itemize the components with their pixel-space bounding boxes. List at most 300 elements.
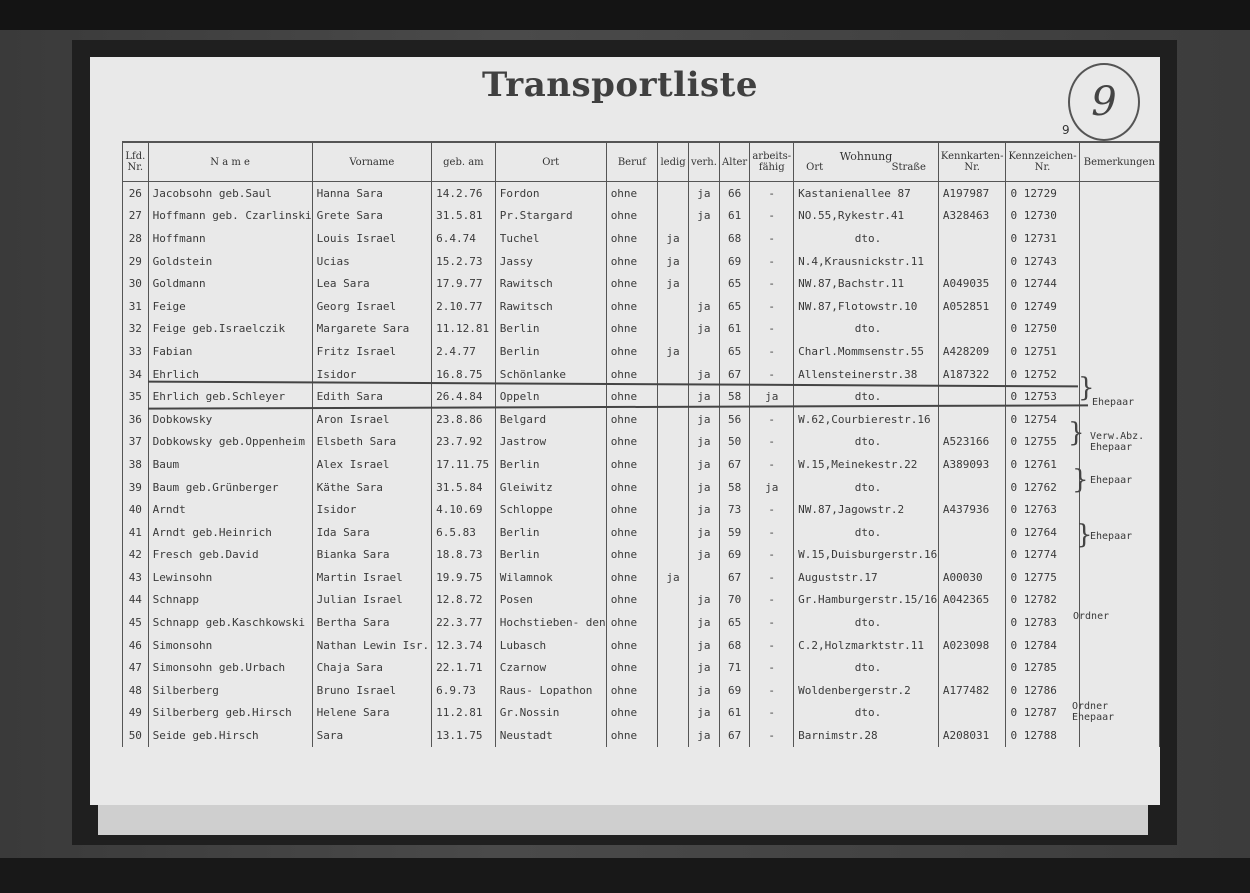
row-nr: 41: [123, 521, 149, 544]
row-wohnung: Gr.Hamburgerstr.15/16: [794, 589, 939, 612]
row-geb: 17.11.75: [432, 453, 496, 476]
row-kennzeichen: 0 12786: [1006, 679, 1079, 702]
row-name: Feige: [148, 295, 312, 318]
row-arbeitsfaehig: -: [750, 363, 794, 386]
row-arbeitsfaehig: -: [750, 182, 794, 205]
transport-list-sheet: [90, 57, 1160, 805]
row-nr: 50: [123, 724, 149, 747]
row-beruf: ohne: [606, 250, 657, 273]
row-wohnung: dto.: [794, 476, 939, 499]
row-name: Dobkowsky: [148, 408, 312, 431]
row-ledig: ja: [658, 272, 689, 295]
row-arbeitsfaehig: -: [750, 566, 794, 589]
remark-ordner-2: Ordner Ehepaar: [1072, 701, 1115, 723]
table-row: [123, 272, 1160, 295]
row-verh: ja: [688, 408, 719, 431]
row-verh: ja: [688, 521, 719, 544]
row-name: Fresch geb.David: [148, 544, 312, 567]
remark-ehepaar-3: Ehepaar: [1090, 531, 1133, 542]
row-geb: 11.12.81: [432, 318, 496, 341]
row-nr: 40: [123, 498, 149, 521]
row-arbeitsfaehig: -: [750, 272, 794, 295]
row-beruf: ohne: [606, 498, 657, 521]
row-ort: Raus- Lopathon: [495, 679, 606, 702]
remark-ordner-1: Ordner: [1073, 611, 1110, 622]
row-vorname: Fritz Israel: [312, 340, 432, 363]
table-header: [123, 142, 1160, 182]
header-verh: verh.: [688, 142, 719, 182]
table-row: [123, 318, 1160, 341]
row-vorname: Georg Israel: [312, 295, 432, 318]
header-wohnung-ort: Ort: [806, 162, 824, 173]
row-wohnung: dto.: [794, 385, 939, 408]
row-ledig: [658, 679, 689, 702]
row-ort: Gleiwitz: [495, 476, 606, 499]
row-vorname: Alex Israel: [312, 453, 432, 476]
row-alter: 67: [719, 453, 749, 476]
row-ledig: ja: [658, 566, 689, 589]
row-kennkarte: [938, 476, 1006, 499]
row-geb: 23.7.92: [432, 431, 496, 454]
row-ledig: [658, 634, 689, 657]
row-vorname: Edith Sara: [312, 385, 432, 408]
header-ledig: ledig: [658, 142, 689, 182]
row-verh: ja: [688, 544, 719, 567]
row-geb: 6.5.83: [432, 521, 496, 544]
row-nr: 28: [123, 227, 149, 250]
row-verh: [688, 340, 719, 363]
row-nr: 35: [123, 385, 149, 408]
header-bemerkungen: Bemerkungen: [1079, 142, 1159, 182]
row-ort: Rawitsch: [495, 295, 606, 318]
row-kennkarte: A042365: [938, 589, 1006, 612]
row-kennkarte: A428209: [938, 340, 1006, 363]
table-row: [123, 589, 1160, 612]
row-nr: 32: [123, 318, 149, 341]
row-geb: 19.9.75: [432, 566, 496, 589]
row-verh: ja: [688, 476, 719, 499]
row-arbeitsfaehig: -: [750, 679, 794, 702]
row-kennkarte: [938, 611, 1006, 634]
row-kennzeichen: 0 12754: [1006, 408, 1079, 431]
row-geb: 12.8.72: [432, 589, 496, 612]
row-ledig: [658, 724, 689, 747]
film-edge-top: [0, 0, 1250, 30]
row-ort: Fordon: [495, 182, 606, 205]
row-beruf: ohne: [606, 205, 657, 228]
row-ledig: [658, 521, 689, 544]
row-name: Ehrlich: [148, 363, 312, 386]
header-geb: geb. am: [432, 142, 496, 182]
table-row: [123, 656, 1160, 679]
row-arbeitsfaehig: -: [750, 634, 794, 657]
header-beruf: Beruf: [606, 142, 657, 182]
row-wohnung: N.4,Krausnickstr.11: [794, 250, 939, 273]
row-vorname: Lea Sara: [312, 272, 432, 295]
row-ort: Tuchel: [495, 227, 606, 250]
table-row: [123, 205, 1160, 228]
row-wohnung: W.15,Meinekestr.22: [794, 453, 939, 476]
row-ort: Berlin: [495, 544, 606, 567]
row-wohnung: NW.87,Jagowstr.2: [794, 498, 939, 521]
row-bemerkungen: [1079, 340, 1159, 363]
row-geb: 26.4.84: [432, 385, 496, 408]
row-ledig: ja: [658, 227, 689, 250]
table-row: [123, 498, 1160, 521]
row-ledig: [658, 611, 689, 634]
row-wohnung: NO.55,Rykestr.41: [794, 205, 939, 228]
row-ledig: [658, 295, 689, 318]
row-arbeitsfaehig: -: [750, 724, 794, 747]
row-ledig: [658, 589, 689, 612]
row-name: Schnapp geb.Kaschkowski: [148, 611, 312, 634]
row-ort: Schloppe: [495, 498, 606, 521]
row-verh: [688, 227, 719, 250]
transport-table: [122, 141, 1160, 747]
row-arbeitsfaehig: -: [750, 453, 794, 476]
row-verh: ja: [688, 431, 719, 454]
row-kennkarte: [938, 408, 1006, 431]
row-vorname: Hanna Sara: [312, 182, 432, 205]
row-name: Silberberg geb.Hirsch: [148, 702, 312, 725]
row-alter: 65: [719, 340, 749, 363]
row-ort: Pr.Stargard: [495, 205, 606, 228]
row-name: Hoffmann: [148, 227, 312, 250]
row-alter: 67: [719, 724, 749, 747]
row-kennzeichen: 0 12730: [1006, 205, 1079, 228]
row-vorname: Martin Israel: [312, 566, 432, 589]
row-verh: ja: [688, 363, 719, 386]
row-alter: 68: [719, 227, 749, 250]
row-alter: 69: [719, 544, 749, 567]
row-ledig: [658, 656, 689, 679]
row-ort: Jastrow: [495, 431, 606, 454]
row-arbeitsfaehig: -: [750, 295, 794, 318]
row-kennzeichen: 0 12731: [1006, 227, 1079, 250]
row-kennzeichen: 0 12761: [1006, 453, 1079, 476]
row-vorname: Grete Sara: [312, 205, 432, 228]
row-ledig: [658, 702, 689, 725]
row-kennkarte: [938, 702, 1006, 725]
row-geb: 4.10.69: [432, 498, 496, 521]
row-kennkarte: A187322: [938, 363, 1006, 386]
header-name: N a m e: [148, 142, 312, 182]
row-arbeitsfaehig: -: [750, 544, 794, 567]
row-ort: Schönlanke: [495, 363, 606, 386]
row-bemerkungen: [1079, 498, 1159, 521]
row-bemerkungen: [1079, 724, 1159, 747]
row-wohnung: C.2,Holzmarktstr.11: [794, 634, 939, 657]
row-wohnung: NW.87,Bachstr.11: [794, 272, 939, 295]
row-vorname: Sara: [312, 724, 432, 747]
row-kennzeichen: 0 12752: [1006, 363, 1079, 386]
header-kennzeichen: Kennzeichen- Nr.: [1006, 142, 1079, 182]
header-vorname: Vorname: [312, 142, 432, 182]
row-beruf: ohne: [606, 476, 657, 499]
header-arbeitsfaehig: arbeits- fähig: [750, 142, 794, 182]
row-name: Ehrlich geb.Schleyer: [148, 385, 312, 408]
row-wohnung: dto.: [794, 431, 939, 454]
row-ledig: [658, 385, 689, 408]
row-kennkarte: [938, 521, 1006, 544]
row-geb: 14.2.76: [432, 182, 496, 205]
row-kennzeichen: 0 12743: [1006, 250, 1079, 273]
row-vorname: Isidor: [312, 498, 432, 521]
row-arbeitsfaehig: -: [750, 227, 794, 250]
row-arbeitsfaehig: -: [750, 250, 794, 273]
row-kennzeichen: 0 12774: [1006, 544, 1079, 567]
row-kennzeichen: 0 12787: [1006, 702, 1079, 725]
row-wohnung: dto.: [794, 656, 939, 679]
row-beruf: ohne: [606, 566, 657, 589]
table-row: [123, 566, 1160, 589]
row-beruf: ohne: [606, 656, 657, 679]
row-name: Arndt: [148, 498, 312, 521]
row-kennkarte: A177482: [938, 679, 1006, 702]
row-ort: Lubasch: [495, 634, 606, 657]
row-bemerkungen: [1079, 295, 1159, 318]
row-verh: ja: [688, 205, 719, 228]
row-alter: 68: [719, 634, 749, 657]
row-vorname: Elsbeth Sara: [312, 431, 432, 454]
row-wohnung: dto.: [794, 521, 939, 544]
table-row: [123, 453, 1160, 476]
table-row: [123, 679, 1160, 702]
row-beruf: ohne: [606, 724, 657, 747]
row-alter: 58: [719, 385, 749, 408]
table-row: [123, 724, 1160, 747]
row-vorname: Helene Sara: [312, 702, 432, 725]
row-vorname: Käthe Sara: [312, 476, 432, 499]
row-kennkarte: A328463: [938, 205, 1006, 228]
header-wohnung-strasse: Straße: [891, 162, 926, 173]
row-name: Goldmann: [148, 272, 312, 295]
row-alter: 65: [719, 611, 749, 634]
row-vorname: Isidor: [312, 363, 432, 386]
row-ort: Oppeln: [495, 385, 606, 408]
row-wohnung: W.62,Courbierestr.16: [794, 408, 939, 431]
row-verh: ja: [688, 656, 719, 679]
row-vorname: Louis Israel: [312, 227, 432, 250]
row-ledig: [658, 498, 689, 521]
row-alter: 67: [719, 363, 749, 386]
row-kennzeichen: 0 12755: [1006, 431, 1079, 454]
table-row: [123, 544, 1160, 567]
row-beruf: ohne: [606, 544, 657, 567]
row-ort: Belgard: [495, 408, 606, 431]
remark-ehepaar-2: Ehepaar: [1090, 475, 1133, 486]
row-alter: 70: [719, 589, 749, 612]
row-name: Goldstein: [148, 250, 312, 273]
brace-40-41: }: [1076, 520, 1093, 550]
table-row: [123, 182, 1160, 205]
row-geb: 22.1.71: [432, 656, 496, 679]
row-kennzeichen: 0 12775: [1006, 566, 1079, 589]
row-bemerkungen: [1079, 453, 1159, 476]
row-name: Baum: [148, 453, 312, 476]
row-kennzeichen: 0 12785: [1006, 656, 1079, 679]
row-arbeitsfaehig: -: [750, 431, 794, 454]
table-row: [123, 702, 1160, 725]
row-beruf: ohne: [606, 295, 657, 318]
row-kennkarte: [938, 656, 1006, 679]
table-row: [123, 340, 1160, 363]
row-bemerkungen: [1079, 408, 1159, 431]
row-arbeitsfaehig: -: [750, 656, 794, 679]
row-verh: ja: [688, 589, 719, 612]
row-ort: Berlin: [495, 340, 606, 363]
row-ort: Berlin: [495, 521, 606, 544]
row-alter: 58: [719, 476, 749, 499]
row-verh: ja: [688, 611, 719, 634]
row-name: Baum geb.Grünberger: [148, 476, 312, 499]
row-wohnung: dto.: [794, 611, 939, 634]
row-verh: ja: [688, 182, 719, 205]
row-kennzeichen: 0 12753: [1006, 385, 1079, 408]
row-wohnung: NW.87,Flotowstr.10: [794, 295, 939, 318]
row-bemerkungen: [1079, 589, 1159, 612]
row-bemerkungen: [1079, 182, 1159, 205]
row-geb: 6.4.74: [432, 227, 496, 250]
row-alter: 69: [719, 250, 749, 273]
row-alter: 66: [719, 182, 749, 205]
header-ort: Ort: [495, 142, 606, 182]
remark-ehepaar-1: Ehepaar: [1092, 397, 1135, 408]
row-kennkarte: [938, 544, 1006, 567]
header-wohnung-title: Wohnung: [839, 150, 893, 163]
row-bemerkungen: [1079, 566, 1159, 589]
row-ledig: [658, 318, 689, 341]
row-ort: Neustadt: [495, 724, 606, 747]
row-beruf: ohne: [606, 521, 657, 544]
circled-page-number: 9: [1068, 63, 1140, 141]
row-vorname: Julian Israel: [312, 589, 432, 612]
row-wohnung: W.15,Duisburgerstr.16: [794, 544, 939, 567]
row-bemerkungen: [1079, 679, 1159, 702]
row-alter: 67: [719, 566, 749, 589]
row-name: Seide geb.Hirsch: [148, 724, 312, 747]
row-nr: 43: [123, 566, 149, 589]
row-bemerkungen: [1079, 318, 1159, 341]
row-kennkarte: [938, 318, 1006, 341]
row-beruf: ohne: [606, 385, 657, 408]
row-nr: 33: [123, 340, 149, 363]
brace-38-39: }: [1072, 465, 1089, 495]
row-vorname: Chaja Sara: [312, 656, 432, 679]
row-kennzeichen: 0 12782: [1006, 589, 1079, 612]
row-wohnung: Charl.Mommsenstr.55: [794, 340, 939, 363]
row-name: Simonsohn: [148, 634, 312, 657]
row-geb: 12.3.74: [432, 634, 496, 657]
row-bemerkungen: [1079, 272, 1159, 295]
row-geb: 2.4.77: [432, 340, 496, 363]
row-ledig: [658, 363, 689, 386]
row-ort: Berlin: [495, 453, 606, 476]
row-arbeitsfaehig: -: [750, 498, 794, 521]
row-alter: 61: [719, 205, 749, 228]
row-wohnung: Auguststr.17: [794, 566, 939, 589]
row-verh: [688, 566, 719, 589]
row-beruf: ohne: [606, 702, 657, 725]
row-arbeitsfaehig: -: [750, 205, 794, 228]
document-title: Transportliste: [481, 65, 758, 105]
row-geb: 31.5.81: [432, 205, 496, 228]
row-beruf: ohne: [606, 634, 657, 657]
row-nr: 42: [123, 544, 149, 567]
row-kennkarte: A023098: [938, 634, 1006, 657]
film-edge-bottom: [0, 858, 1250, 893]
row-kennkarte: A052851: [938, 295, 1006, 318]
row-name: Silberberg: [148, 679, 312, 702]
header-wohnung: [794, 142, 939, 182]
row-vorname: Bruno Israel: [312, 679, 432, 702]
row-geb: 11.2.81: [432, 702, 496, 725]
row-kennzeichen: 0 12729: [1006, 182, 1079, 205]
row-bemerkungen: [1079, 227, 1159, 250]
row-wohnung: dto.: [794, 318, 939, 341]
row-kennzeichen: 0 12750: [1006, 318, 1079, 341]
row-nr: 46: [123, 634, 149, 657]
row-alter: 65: [719, 272, 749, 295]
row-verh: ja: [688, 634, 719, 657]
row-beruf: ohne: [606, 182, 657, 205]
row-bemerkungen: [1079, 205, 1159, 228]
row-geb: 17.9.77: [432, 272, 496, 295]
row-geb: 16.8.75: [432, 363, 496, 386]
row-ort: Berlin: [495, 318, 606, 341]
row-kennkarte: A523166: [938, 431, 1006, 454]
row-name: Arndt geb.Heinrich: [148, 521, 312, 544]
row-nr: 38: [123, 453, 149, 476]
row-beruf: ohne: [606, 408, 657, 431]
row-name: Simonsohn geb.Urbach: [148, 656, 312, 679]
row-nr: 48: [123, 679, 149, 702]
row-vorname: Ucias: [312, 250, 432, 273]
row-geb: 6.9.73: [432, 679, 496, 702]
row-arbeitsfaehig: -: [750, 611, 794, 634]
row-arbeitsfaehig: -: [750, 408, 794, 431]
row-vorname: Bertha Sara: [312, 611, 432, 634]
row-alter: 65: [719, 295, 749, 318]
row-wohnung: Barnimstr.28: [794, 724, 939, 747]
table-row: [123, 634, 1160, 657]
row-ledig: [658, 476, 689, 499]
row-verh: ja: [688, 385, 719, 408]
row-ledig: [658, 408, 689, 431]
row-kennkarte: A00030: [938, 566, 1006, 589]
row-geb: 18.8.73: [432, 544, 496, 567]
table-row: [123, 408, 1160, 431]
row-kennkarte: [938, 250, 1006, 273]
row-beruf: ohne: [606, 340, 657, 363]
row-beruf: ohne: [606, 431, 657, 454]
row-verh: ja: [688, 724, 719, 747]
row-beruf: ohne: [606, 679, 657, 702]
row-bemerkungen: [1079, 250, 1159, 273]
row-kennzeichen: 0 12764: [1006, 521, 1079, 544]
row-nr: 39: [123, 476, 149, 499]
row-vorname: Aron Israel: [312, 408, 432, 431]
row-wohnung: dto.: [794, 227, 939, 250]
table-row: [123, 250, 1160, 273]
table-row: [123, 431, 1160, 454]
row-ledig: [658, 182, 689, 205]
row-vorname: Ida Sara: [312, 521, 432, 544]
row-alter: 61: [719, 318, 749, 341]
row-kennzeichen: 0 12783: [1006, 611, 1079, 634]
table-body: [123, 182, 1160, 747]
row-name: Feige geb.Israelczik: [148, 318, 312, 341]
